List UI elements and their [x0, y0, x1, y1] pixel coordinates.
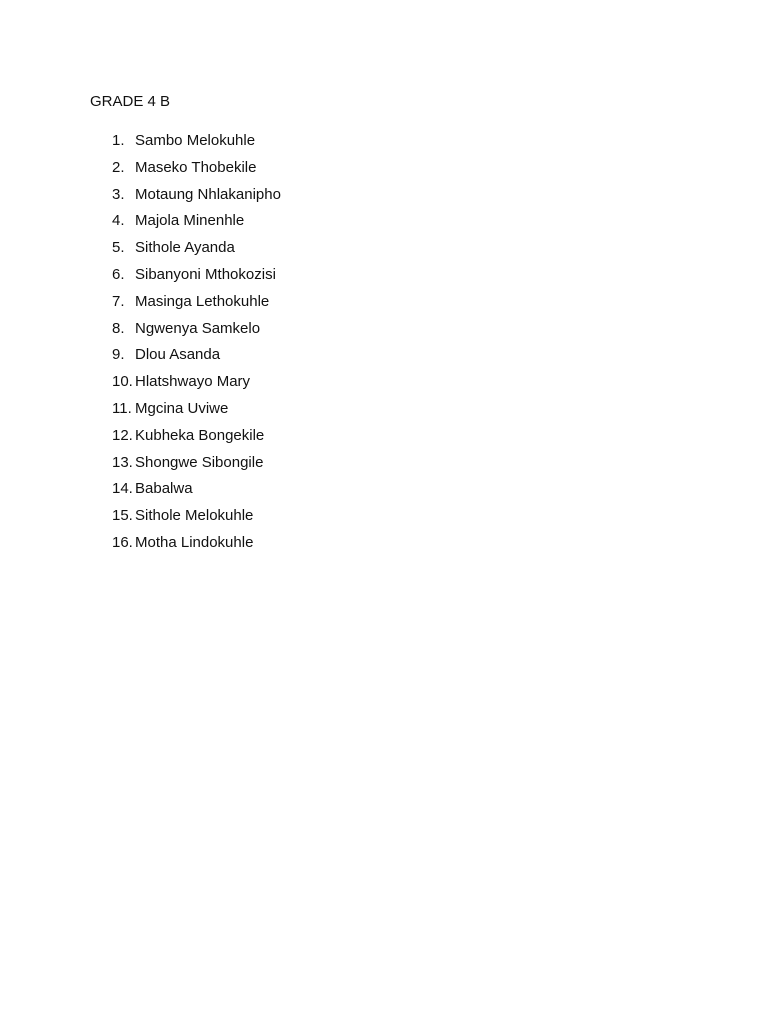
student-name: Ngwenya Samkelo — [135, 319, 261, 337]
list-number: 12. — [112, 426, 133, 444]
student-name: Masinga Lethokuhle — [135, 292, 270, 310]
student-name: Motha Lindokuhle — [135, 533, 254, 551]
list-item — [112, 400, 281, 427]
list-number: 5. — [112, 239, 125, 257]
list-number: 16. — [112, 533, 133, 551]
list-number: 6. — [112, 265, 125, 283]
student-name: Sithole Melokuhle — [135, 507, 254, 525]
list-item — [112, 427, 281, 454]
student-list — [112, 132, 281, 561]
student-name: Majola Minenhle — [135, 212, 245, 230]
list-item — [112, 212, 281, 239]
list-item — [112, 534, 281, 561]
list-number: 15. — [112, 507, 133, 525]
list-item — [112, 293, 281, 320]
list-number: 3. — [112, 185, 125, 203]
student-name: Sambo Melokuhle — [135, 132, 256, 149]
student-name: Maseko Thobekile — [135, 158, 257, 176]
student-name: Motaung Nhlakanipho — [135, 185, 281, 203]
list-number: 8. — [112, 319, 125, 337]
list-item — [112, 266, 281, 293]
list-item — [112, 507, 281, 534]
student-name: Dlou Asanda — [135, 346, 221, 364]
student-name: Mgcina Uviwe — [135, 399, 229, 417]
list-item — [112, 346, 281, 373]
list-item — [112, 239, 281, 266]
student-name: Shongwe Sibongile — [135, 453, 264, 471]
list-number: 10. — [112, 373, 133, 391]
student-name: Sibanyoni Mthokozisi — [135, 265, 276, 283]
list-number: 13. — [112, 453, 133, 471]
list-item — [112, 132, 281, 159]
list-number: 11. — [112, 399, 132, 417]
list-number: 14. — [112, 480, 133, 498]
list-number: 7. — [112, 292, 125, 310]
list-number: 1. — [112, 132, 125, 149]
student-name: Sithole Ayanda — [135, 239, 235, 257]
list-number: 2. — [112, 158, 125, 176]
list-item — [112, 480, 281, 507]
list-item — [112, 186, 281, 213]
student-name: Kubheka Bongekile — [135, 426, 265, 444]
student-name: Babalwa — [135, 480, 193, 498]
list-item — [112, 373, 281, 400]
list-number: 9. — [112, 346, 125, 364]
list-number: 4. — [112, 212, 125, 230]
list-item — [112, 320, 281, 347]
list-item — [112, 454, 281, 481]
class-heading: GRADE 4 B — [90, 93, 171, 110]
student-name: Hlatshwayo Mary — [135, 373, 251, 391]
list-item — [112, 159, 281, 186]
